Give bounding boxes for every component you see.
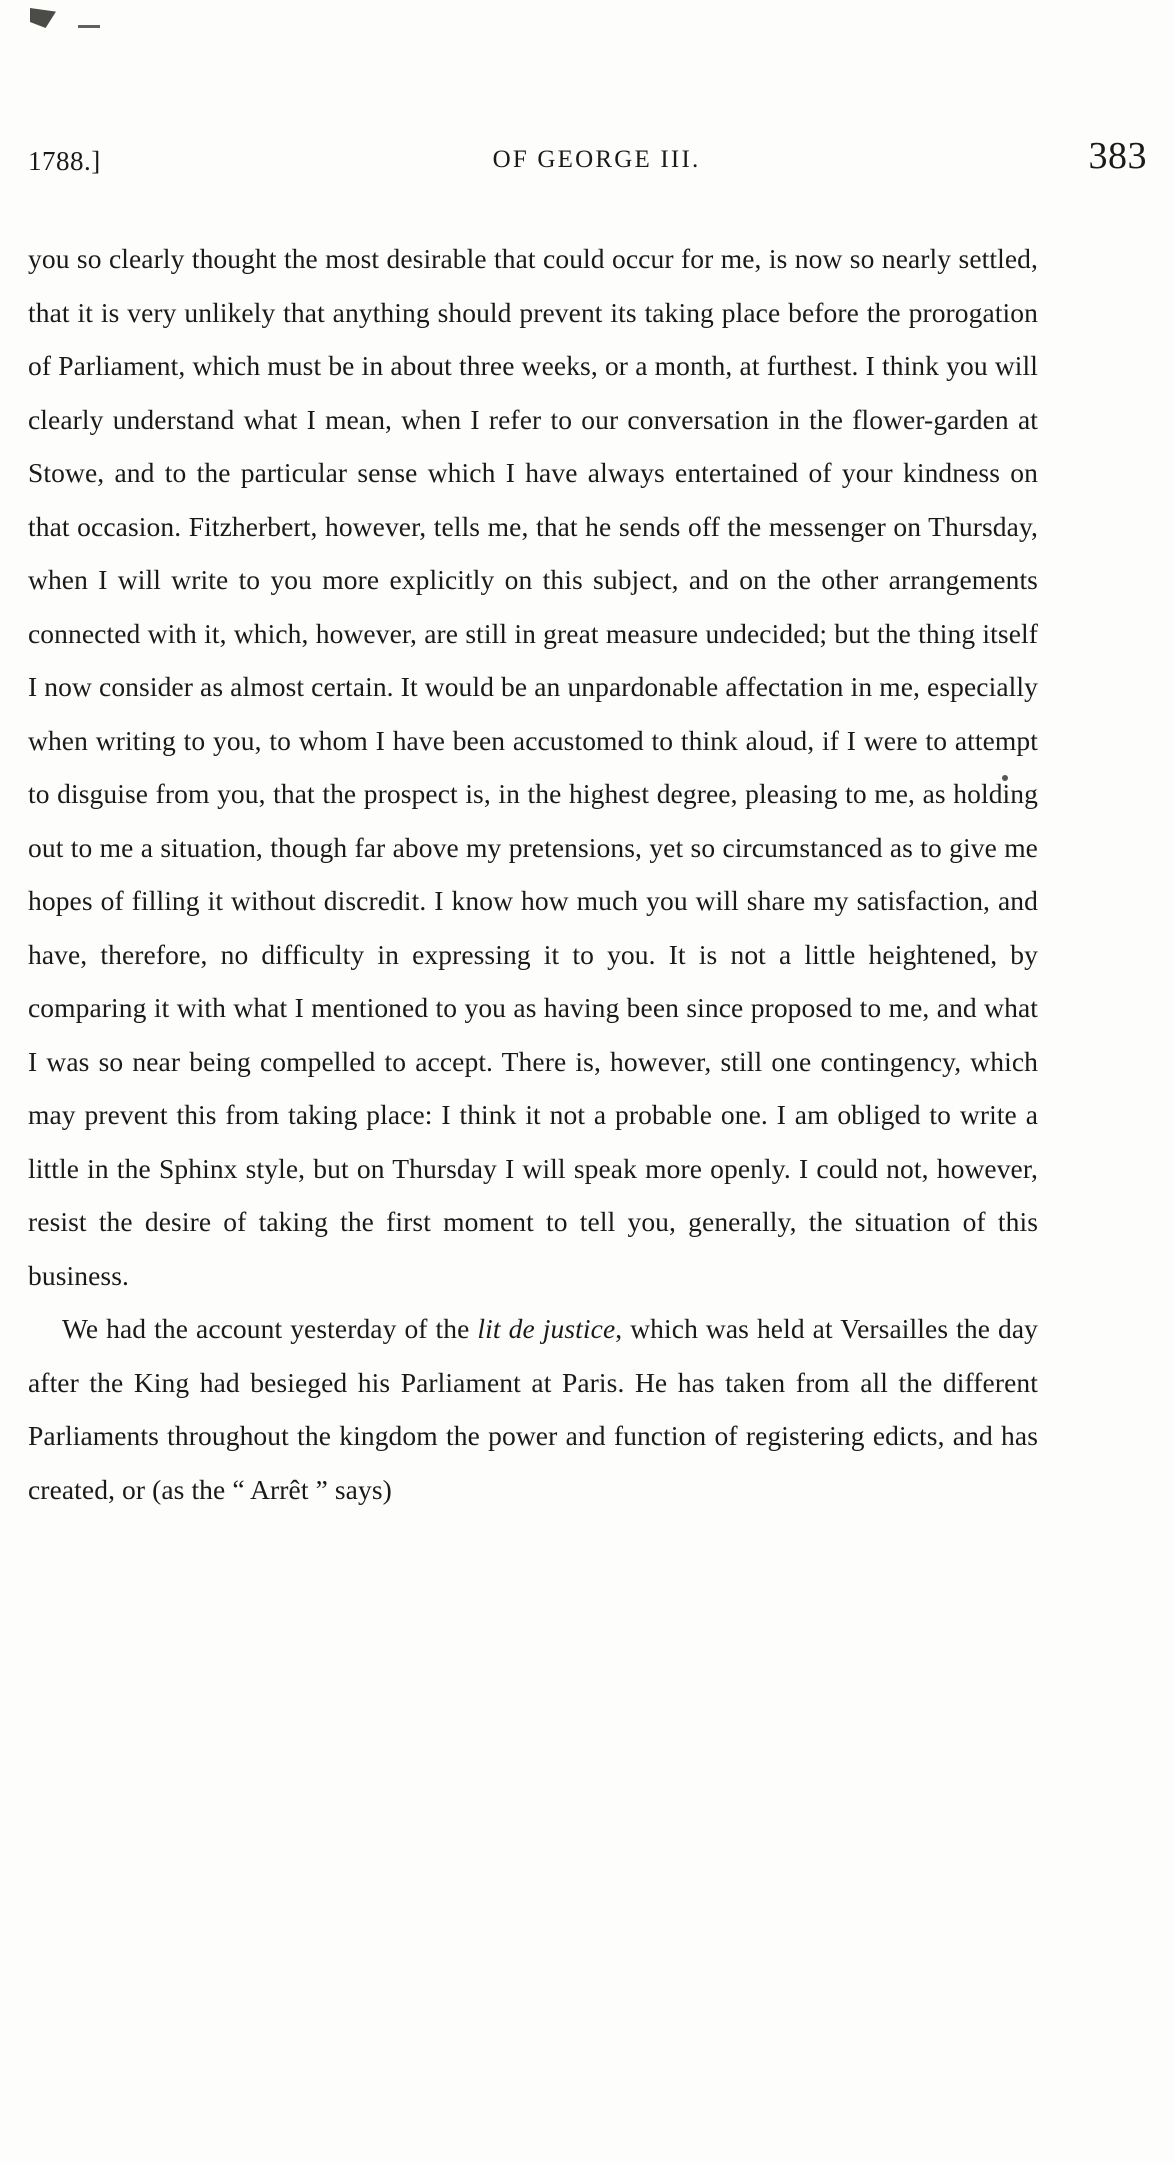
scan-artifact-icon bbox=[30, 8, 56, 28]
body-text-column bbox=[28, 232, 1038, 1516]
paragraph-2-segment-3: , which was held at Versailles the day after the King had besieged his Parliament at Paris. He has taken from all the different Parliaments throughout the kingdom the power and function of registering edicts, and has created, or (as the “ Arrêt ” says) bbox=[28, 1313, 1038, 1505]
scan-dash-icon bbox=[78, 25, 100, 28]
running-head-year: 1788.] bbox=[28, 146, 101, 176]
paragraph-1: you so clearly thought the most desirable that could occur for me, is now so nearly settled, that it is very unlikely that anything should prevent its taking place before the prorogation of Parliament, which must be in about three weeks, or a month, at furthest. I think you will clearly understand what I mean, when I refer to our conversation in the flower-garden at Stowe, and to the particular sense which I have always entertained of your kindness on that occasion. Fitzherbert, however, tells me, that he sends off the messenger on Thursday, when I will write to you more explicitly on this subject, and on the other arrangements connected with it, which, however, are still in great measure undecided; but the thing itself I now consider as almost certain. It would be an unpardonable affectation in me, especially when writing to you, to whom I have been accustomed to think aloud, if I were to attempt to disguise from you, that the prospect is, in the highest degree, pleasing to me, as holding out to me a situation, though far above my pretensions, yet so circumstanced as to give me hopes of filling it without discredit. I know how much you will share my satisfaction, and have, therefore, no difficulty in expressing it to you. It is not a little heightened, by comparing it with what I mentioned to you as having been since proposed to me, and what I was so near being compelled to accept. There is, however, still one contingency, which may prevent this from taking place: I think it not a probable one. I am obliged to write a little in the Sphinx style, but on Thursday I will speak more openly. I could not, however, resist the desire of taking the first moment to tell you, generally, the situation of this business. bbox=[28, 243, 1038, 1291]
running-head-title: OF GEORGE III. bbox=[492, 146, 701, 173]
paragraph-2-segment-1: We had the account yesterday of the bbox=[62, 1313, 478, 1344]
running-head bbox=[28, 135, 1147, 180]
paragraph-2-segment-italic: lit de justice bbox=[477, 1313, 616, 1344]
paragraph-2 bbox=[28, 1302, 1038, 1516]
page-number: 383 bbox=[1088, 135, 1147, 177]
